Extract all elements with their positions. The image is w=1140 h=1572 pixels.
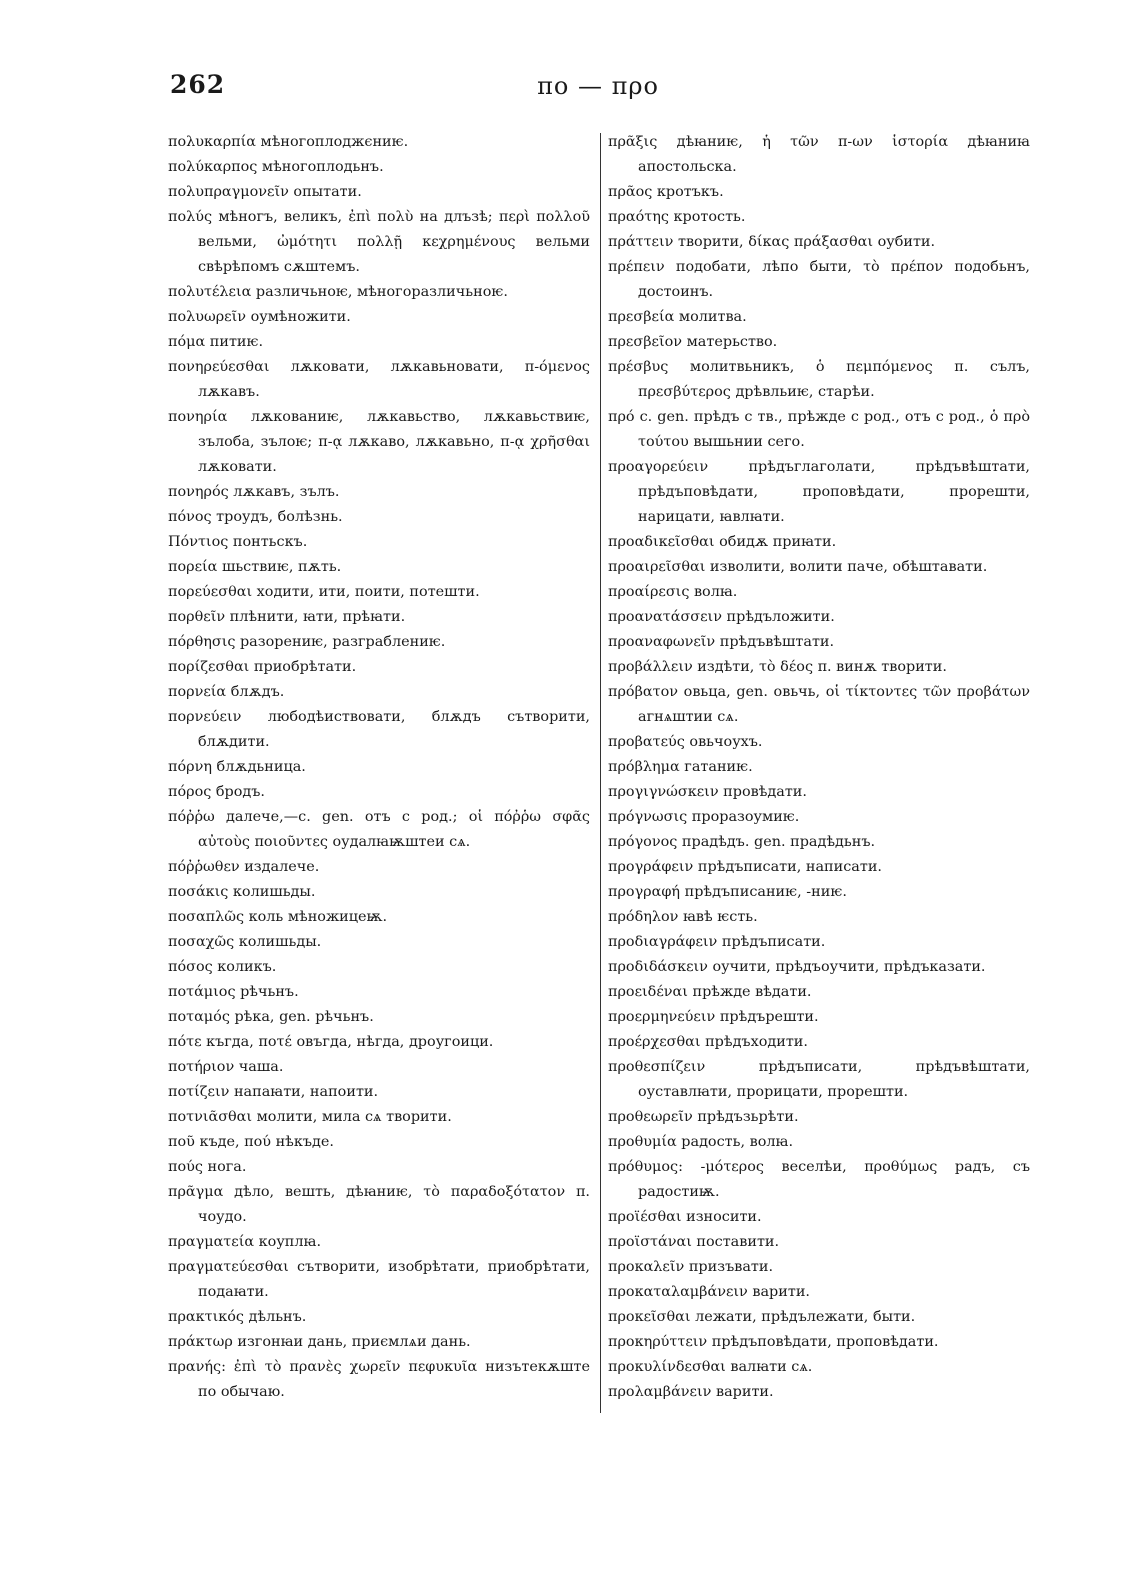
dictionary-entry: προκυλίνδεσθαι валꙗти сѧ.: [608, 1359, 813, 1375]
page-number: 262: [170, 70, 226, 99]
dictionary-entry: προκαλεῖν призъвати.: [608, 1259, 774, 1275]
dictionary-entry: προγραφή прѣдъписаниѥ, -ниѥ.: [608, 884, 847, 900]
dictionary-entry: πόῤῥωθεν издалече.: [168, 859, 320, 875]
dictionary-entry: πόρθησις разорениѥ, разграблениѥ.: [168, 634, 446, 650]
dictionary-entry: πονηρεύεσθαι лѫковати, лѫкавьновати, π-όμενος лѫкавъ.: [168, 359, 590, 400]
dictionary-entry: ποτάμιος рѣчьнъ.: [168, 984, 299, 1000]
right-column: [608, 130, 1030, 1405]
dictionary-entry: προδιδάσκειν оучити, прѣдъоучити, прѣдъказати.: [608, 959, 986, 975]
dictionary-entry: πράττειν творити, δίκας πράξασθαι оубити.: [608, 234, 936, 250]
dictionary-entry: πολυπραγμονεῖν опытати.: [168, 184, 362, 200]
dictionary-entry: πρόγονος прадѣдъ. gen. прадѣдьнъ.: [608, 834, 876, 850]
dictionary-entry: πούς нога.: [168, 1159, 247, 1175]
dictionary-entry: πολυτέλεια различьноѥ, мѣногоразличьноѥ.: [168, 284, 508, 300]
dictionary-entry: προαδικεῖσθαι обидѫ приꙗти.: [608, 534, 837, 550]
dictionary-entry: πόμα питиѥ.: [168, 334, 264, 350]
dictionary-entry: πρέσβυς молитвьникъ, ὁ πεμπόμενος π. сълъ, πρεσβύτερος дрѣвльиѥ, старѣи.: [608, 359, 1030, 400]
dictionary-entry: προέρχεσθαι прѣдъходити.: [608, 1034, 808, 1050]
dictionary-entry: πρόβατον овьца, gen. овьчь, οἱ τίκτοντες τῶν προβάτων агнѧштии сѧ.: [608, 684, 1030, 725]
dictionary-entry: προβάλλειν издѣти, τὸ δέος π. винѫ творити.: [608, 659, 947, 675]
dictionary-entry: πρακτικός дѣльнъ.: [168, 1309, 307, 1325]
column-divider: [600, 133, 601, 1413]
dictionary-entry: προλαμβάνειν варити.: [608, 1384, 774, 1400]
dictionary-entry: προθεωρεῖν прѣдъзьрѣти.: [608, 1109, 799, 1125]
dictionary-entry: πορνεύειν любодѣиствовати, блѫдъ сътворити, блѫдити.: [168, 709, 590, 750]
dictionary-entry: πραγματεύεσθαι сътворити, изобрѣтати, приобрѣтати, подаꙗти.: [168, 1259, 590, 1300]
dictionary-entry: πορνεία блѫдъ.: [168, 684, 285, 700]
dictionary-entry: προϊστάναι поставити.: [608, 1234, 780, 1250]
dictionary-entry: πρᾶγμα дѣло, вешть, дѣꙗниѥ, τὸ παραδοξότατον π. чоудо.: [168, 1184, 590, 1225]
left-column: [168, 130, 590, 1405]
dictionary-entry: προθυμία радость, волꙗ.: [608, 1134, 794, 1150]
dictionary-entry: πολυωρεῖν оумѣножити.: [168, 309, 351, 325]
dictionary-entry: προκαταλαμβάνειν варити.: [608, 1284, 810, 1300]
dictionary-entry: προαναφωνεῖν прѣдъвѣштати.: [608, 634, 835, 650]
dictionary-entry: ποῦ къде, πού нѣкъде.: [168, 1134, 334, 1150]
dictionary-entry: πράκτωρ изгонꙗи дань, приємлѧи дань.: [168, 1334, 471, 1350]
dictionary-entry: πορεία шьствиѥ, пѫть.: [168, 559, 342, 575]
dictionary-entry: πολυκαρπία мѣногоплоджєниѥ.: [168, 134, 409, 150]
dictionary-entry: πρό c. gen. прѣдъ с тв., прѣжде с род., отъ с род., ὁ πρὸ τούτου вышьнии сего.: [608, 409, 1030, 450]
dictionary-entry: ποσαπλῶς коль мѣножицеѭ.: [168, 909, 388, 925]
dictionary-entry: πραγματεία коуплꙗ.: [168, 1234, 322, 1250]
dictionary-entry: πονηρία лѫкованиѥ, лѫкавьство, лѫкавьствиѥ, зълоба, зълоѥ; π-ᾳ лѫкаво, лѫкавьно, π-ᾳ χρῆσθαι лѫковати.: [168, 409, 590, 475]
dictionary-entry: Πόντιος понтьскъ.: [168, 534, 308, 550]
dictionary-entry: ποταμός рѣка, gen. рѣчьнъ.: [168, 1009, 374, 1025]
dictionary-entry: προαγορεύειν прѣдъглаголати, прѣдъвѣштати, прѣдъповѣдати, проповѣдати, прорешти, нарицати, ꙗвлꙗти.: [608, 459, 1030, 525]
dictionary-entry: πρεσβεία молитва.: [608, 309, 747, 325]
dictionary-entry: ποτίζειν напаꙗти, напоити.: [168, 1084, 379, 1100]
dictionary-entry: πρόβλημα гатаниѥ.: [608, 759, 753, 775]
dictionary-entry: πρόδηλον ꙗвѣ ѥсть.: [608, 909, 758, 925]
dictionary-entry: πραότης кротость.: [608, 209, 746, 225]
dictionary-entry: πρᾶος кротъкъ.: [608, 184, 724, 200]
dictionary-entry: πρόθυμος: -μότερος веселѣи, προθύμως радъ, съ радостиѭ.: [608, 1159, 1030, 1200]
dictionary-entry: προβατεύς овьчоухъ.: [608, 734, 763, 750]
dictionary-entry: προκεῖσθαι лежати, прѣдълежати, быти.: [608, 1309, 916, 1325]
dictionary-entry: πρόγνωσις проразоумиѥ.: [608, 809, 800, 825]
dictionary-entry: πολύκαρπος мѣногоплодьнъ.: [168, 159, 384, 175]
dictionary-entry: προανατάσσειν прѣдъложити.: [608, 609, 835, 625]
dictionary-entry: πόρος бродъ.: [168, 784, 266, 800]
dictionary-entry: προδιαγράφειν прѣдъписати.: [608, 934, 826, 950]
dictionary-entry: ποσάκις колишьды.: [168, 884, 316, 900]
dictionary-entry: πρεσβεῖον матерьство.: [608, 334, 778, 350]
dictionary-entry: προειδέναι прѣжде вѣдати.: [608, 984, 812, 1000]
dictionary-entry: πολύς мѣногъ, великъ, ἐπὶ πολὺ на длъзѣ; περὶ πολλοῦ вельми, ὠμότητι πολλῇ κεχρημένους вельми свѣрѣпомъ сѫштемъ.: [168, 209, 590, 275]
dictionary-entry: προαιρεῖσθαι изволити, волити паче, обѣштавати.: [608, 559, 988, 575]
dictionary-entry: προθεσπίζειν прѣдъписати, прѣдъвѣштати, оуставлꙗти, прорицати, прорешти.: [608, 1059, 1030, 1100]
dictionary-entry: πόσος коликъ.: [168, 959, 277, 975]
dictionary-entry: πορεύεσθαι ходити, ити, поити, потешти.: [168, 584, 480, 600]
page-header: [168, 70, 1028, 110]
dictionary-entry: προγράφειν прѣдъписати, написати.: [608, 859, 882, 875]
dictionary-entry: πορθεῖν плѣнити, ꙗти, прѣꙗти.: [168, 609, 406, 625]
dictionary-entry: πρᾶξις дѣꙗниѥ, ἡ τῶν π-ων ἱστορία дѣꙗниꙗ апостольска.: [608, 134, 1030, 175]
dictionary-entry: πορίζεσθαι приобрѣтати.: [168, 659, 357, 675]
dictionary-entry: πόρνη блѫдьница.: [168, 759, 306, 775]
dictionary-entry: προγιγνώσκειν провѣдати.: [608, 784, 807, 800]
dictionary-entry: πρέπειν подобати, лѣпо быти, τὸ πρέπον подобьнъ, достоинъ.: [608, 259, 1030, 300]
dictionary-entry: ποτνιᾶσθαι молити, мила сѧ творити.: [168, 1109, 452, 1125]
dictionary-entry: προκηρύττειν прѣдъповѣдати, проповѣдати.: [608, 1334, 939, 1350]
dictionary-entry: πρανής: ἐπὶ τὸ πρανὲς χωρεῖν πεφυκυῖα низътекѫште по обычаю.: [168, 1359, 590, 1400]
dictionary-entry: ποσαχῶς колишьды.: [168, 934, 322, 950]
dictionary-entry: ποτήριον чаша.: [168, 1059, 284, 1075]
dictionary-entry: πόῤῥω далече,—c. gen. отъ с род.; οἱ πόῤῥω σφᾶς αὐτοὺς ποιοῦντες оудалꙗѭштеи сѧ.: [168, 809, 590, 850]
dictionary-entry: προαίρεσις волꙗ.: [608, 584, 738, 600]
running-head: πο — προ: [537, 72, 659, 100]
dictionary-entry: προϊέσθαι износити.: [608, 1209, 762, 1225]
dictionary-entry: προερμηνεύειν прѣдърешти.: [608, 1009, 819, 1025]
dictionary-entry: πότε къгда, ποτέ овъгда, нѣгда, дроугоици.: [168, 1034, 494, 1050]
dictionary-entry: πονηρός лѫкавъ, зълъ.: [168, 484, 340, 500]
dictionary-entry: πόνος троудъ, болѣзнь.: [168, 509, 343, 525]
